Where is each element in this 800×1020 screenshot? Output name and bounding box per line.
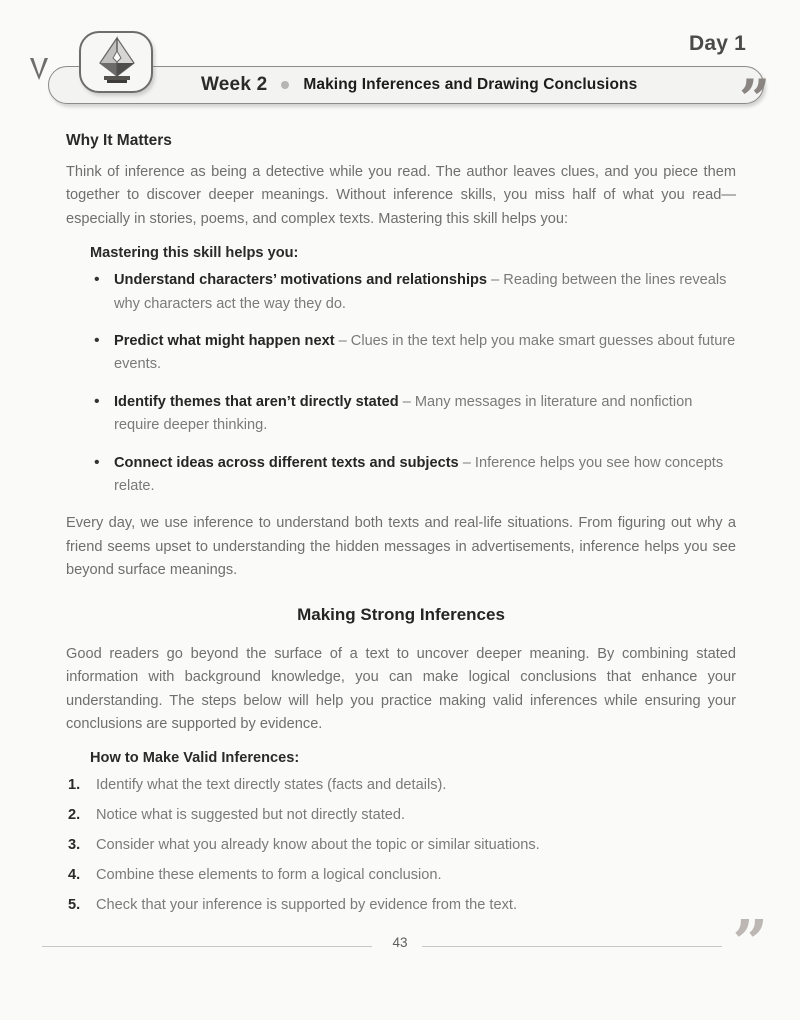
page-number: 43	[392, 935, 408, 950]
list-item	[90, 391, 736, 438]
section-heading-making-strong-inferences: Making Strong Inferences	[297, 604, 505, 624]
footer-rule-right	[422, 946, 722, 947]
footer-quote-mark-icon: ”	[732, 906, 768, 979]
header-quote-mark-icon: ”	[738, 67, 770, 131]
everyday-inference-paragraph: Every day, we use inference to understand both texts and real-life situations. From figuring out why a friend seems upset to understanding the hidden messages in advertisements, inference helps you see beyond surface meanings.	[66, 515, 736, 579]
list-item-term: Connect ideas across different texts and subjects	[114, 454, 459, 471]
subheading-mastering-skill: Mastering this skill helps you:	[90, 245, 299, 262]
list-item-term: Predict what might happen next	[114, 333, 335, 350]
why-it-matters-paragraph: Think of inference as being a detective while you read. The author leaves clues, and you piece them together to discover deeper meanings. Without inference skills, you miss half of what you read—especially in stories, poems, and complex texts. Mastering this skill helps you:	[66, 164, 736, 227]
list-item: Combine these elements to form a logical conclusion.	[96, 867, 442, 884]
separator-dot-icon	[281, 81, 289, 89]
list-item: Identify what the text directly states (facts and details).	[96, 777, 447, 794]
day-label: Day 1	[688, 32, 746, 55]
list-item	[90, 269, 736, 316]
topic-label: Making Inferences and Drawing Conclusions	[303, 76, 638, 93]
list-item-description: – Many messages in literature and nonfiction require deeper thinking.	[114, 393, 693, 434]
pen-nib-icon	[96, 36, 138, 88]
lesson-title-bar-content	[201, 74, 637, 96]
list-item: Notice what is suggested but not directly stated.	[96, 807, 406, 824]
lesson-title-bar	[48, 66, 764, 104]
list-item: Consider what you already know about the topic or similar situations.	[96, 837, 540, 854]
page-content	[0, 132, 800, 916]
list-item: Check that your inference is supported by evidence from the text.	[96, 897, 518, 914]
valid-inference-steps-list	[66, 774, 736, 916]
speech-bubble-tail-icon	[30, 58, 48, 80]
good-readers-paragraph: Good readers go beyond the surface of a text to uncover deeper meaning. By combining stated information with background knowledge, you can make logical conclusions that enhance your understanding. The steps below will help you practice making valid inferences while ensuring your conclusions are supported by evidence.	[66, 645, 736, 732]
section-title-why-it-matters: Why It Matters	[66, 132, 172, 149]
list-item	[90, 452, 736, 499]
week-label: Week 2	[201, 74, 268, 95]
page-header	[0, 0, 800, 130]
list-item-description: – Reading between the lines reveals why characters act the way they do.	[114, 272, 727, 312]
list-item-description: – Clues in the text help you make smart guesses about future events.	[114, 333, 736, 373]
list-item-term: Identify themes that aren’t directly stated	[114, 393, 399, 410]
subheading-how-to-make-valid-inferences: How to Make Valid Inferences:	[90, 750, 300, 767]
list-item	[90, 330, 736, 377]
list-item-term: Understand characters’ motivations and relationships	[114, 272, 488, 289]
benefits-bullet-list	[66, 269, 736, 498]
page-footer	[0, 906, 800, 998]
list-item-description: – Inference helps you see how concepts relate.	[114, 454, 724, 495]
